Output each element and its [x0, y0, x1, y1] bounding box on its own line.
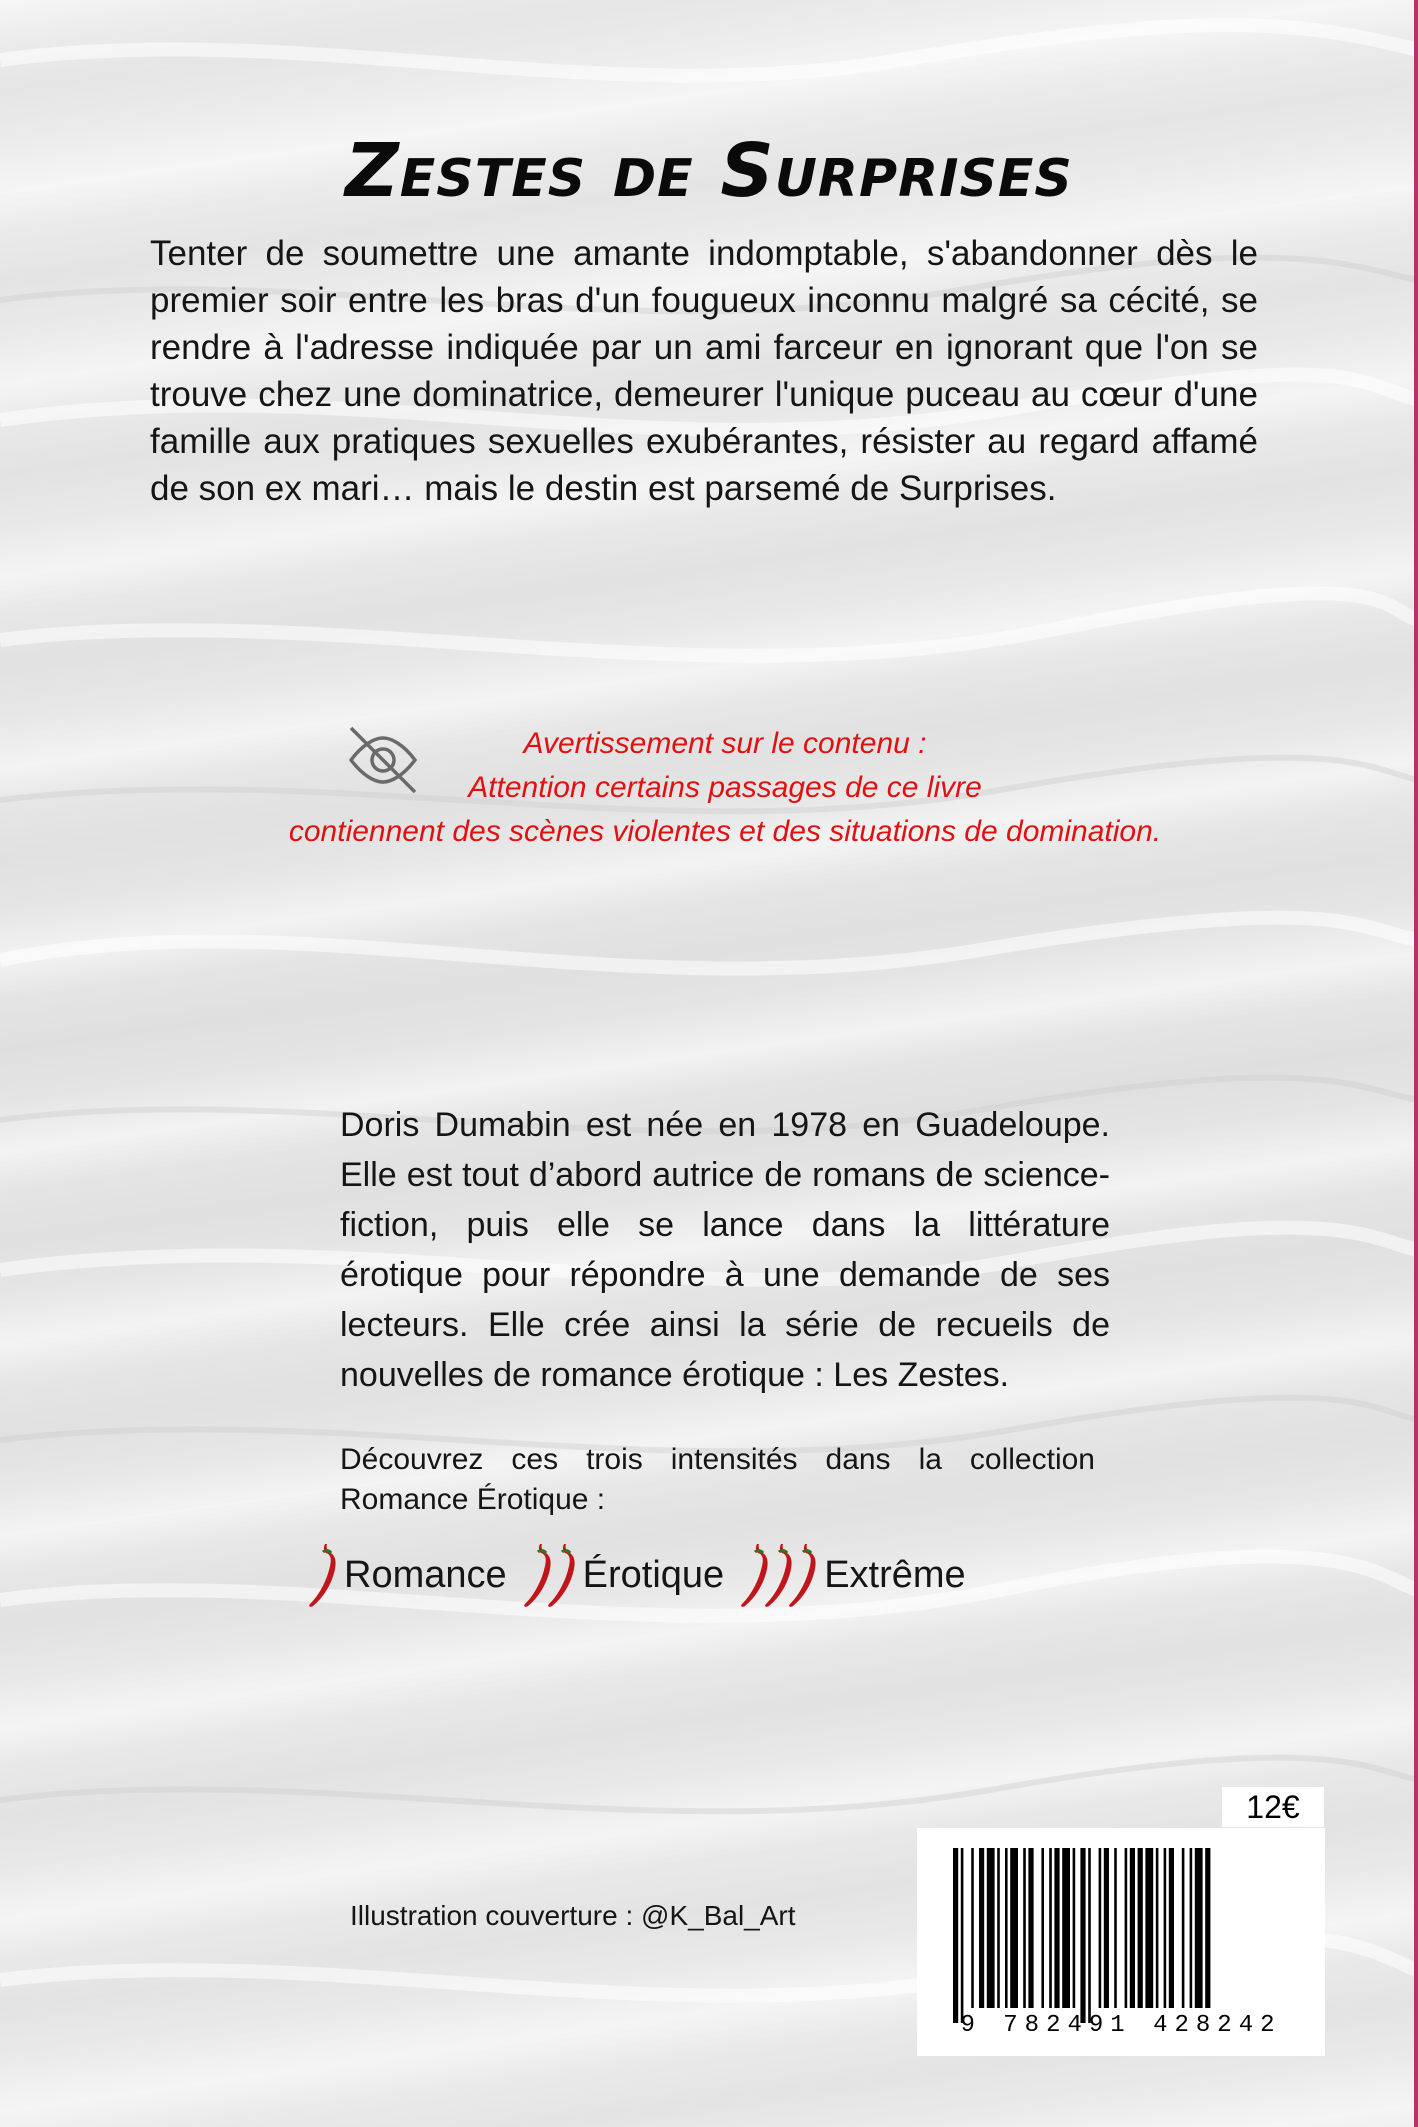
level-label: Romance — [344, 1553, 507, 1596]
pepper-group — [308, 1542, 332, 1608]
barcode-bar — [1130, 1848, 1135, 2008]
book-title: Zestes de Surprises — [345, 128, 1073, 214]
intensity-levels — [308, 1540, 982, 1610]
barcode-bar — [1049, 1848, 1052, 2008]
chili-pepper-icon — [788, 1542, 818, 1608]
barcode-bar — [1023, 1848, 1026, 2008]
level-romance — [308, 1542, 507, 1608]
barcode-bar — [1088, 1848, 1091, 2023]
collection-intro: Découvrez ces trois intensités dans la collection Romance Érotique : — [340, 1443, 1095, 1516]
barcode-bar — [1205, 1848, 1210, 2008]
barcode-bar — [1145, 1848, 1153, 2008]
warning-text — [230, 722, 1220, 854]
barcode-bar — [1010, 1848, 1018, 2008]
barcode-bar — [1169, 1848, 1174, 2008]
barcode-bar — [1156, 1848, 1159, 2008]
chili-pepper-icon — [547, 1542, 577, 1608]
barcode-bar — [1114, 1848, 1117, 2008]
barcode-bar — [1125, 1848, 1128, 2008]
price-tag: 12€ — [1222, 1787, 1324, 1827]
spine-edge — [1414, 0, 1418, 2127]
barcode-bar — [1041, 1848, 1044, 2008]
barcode-bar — [987, 1848, 995, 2008]
barcode-bar — [971, 1848, 974, 2008]
illustration-credit: Illustration couverture : @K_Bal_Art — [350, 1900, 796, 1931]
chili-pepper-icon — [308, 1542, 338, 1608]
barcode-bar — [1099, 1848, 1102, 2008]
level-label: Extrême — [824, 1553, 966, 1596]
level-extreme — [740, 1542, 965, 1608]
barcode-bar — [1005, 1848, 1008, 2008]
barcode-bar — [1195, 1848, 1203, 2008]
barcode-bar — [1104, 1848, 1109, 2008]
level-label: Érotique — [582, 1553, 725, 1596]
pepper-group — [740, 1542, 812, 1608]
barcode-bar — [961, 1848, 964, 2023]
isbn-digits: 9 782491 428242 — [960, 2012, 1282, 2039]
isbn-barcode — [917, 1828, 1325, 2056]
author-bio: Doris Dumabin est née en 1978 en Guadeloupe. Elle est tout d’abord autrice de romans de science-fiction, puis elle se lance dans la littérature érotique pour répondre à une demande de ses lecteurs. Elle crée ainsi la série de recueils de nouvelles de romance érotique : Les Zestes. — [340, 1106, 1110, 1394]
barcode-bar — [1073, 1848, 1076, 2008]
barcode-bar — [953, 1848, 958, 2023]
warning-heading: Avertissement sur le contenu : — [523, 727, 927, 760]
barcode-bar — [1182, 1848, 1185, 2008]
barcode-bar — [1138, 1848, 1143, 2008]
barcode-bar — [1190, 1848, 1193, 2008]
warning-line-2: Attention certains passages de ce livre — [468, 771, 982, 804]
barcode-bar — [1028, 1848, 1033, 2008]
pepper-group — [523, 1542, 571, 1608]
level-erotique — [523, 1542, 725, 1608]
barcode-bar — [1164, 1848, 1167, 2008]
barcode-bar — [1054, 1848, 1059, 2008]
content-warning — [230, 722, 1220, 862]
barcode-bar — [979, 1848, 984, 2008]
barcode-bar — [997, 1848, 1000, 2008]
barcode-bar — [1080, 1848, 1085, 2023]
warning-line-3: contiennent des scènes violentes et des situations de domination. — [288, 815, 1162, 848]
barcode-bar — [1062, 1848, 1070, 2008]
book-summary: Tenter de soumettre une amante indomptable, s'abandonner dès le premier soir entre les bras d'un fougueux inconnu malgré sa cécité, se rendre à l'adresse indiquée par un ami farceur en ignorant que l'on se trouve chez une dominatrice, demeurer l'unique puceau au cœur d'une famille aux pratiques sexuelles exubérantes, résister au regard affamé de son ex mari… mais le destin est parsemé de Surprises. — [150, 234, 1258, 508]
